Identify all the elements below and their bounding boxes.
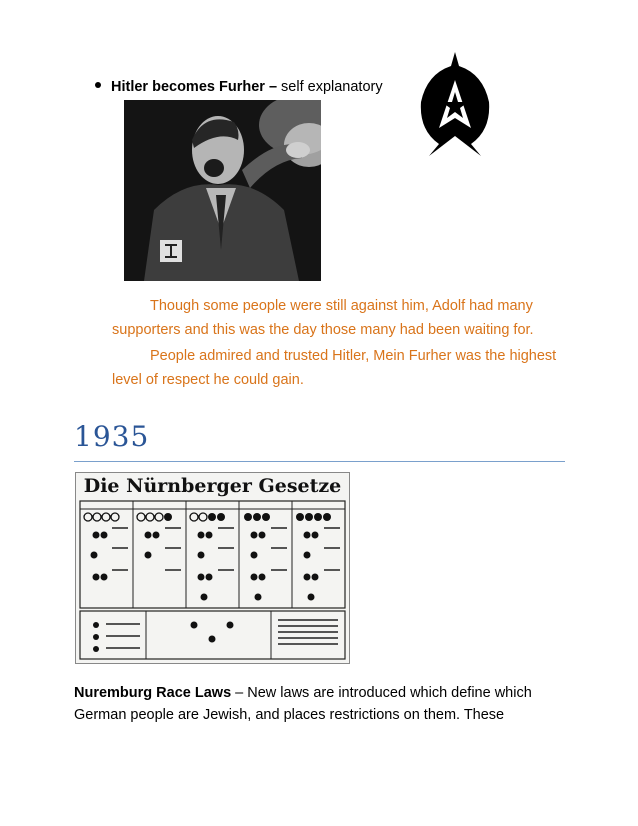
- bullet-text: self explanatory: [281, 79, 383, 95]
- section-heading-year: 1935: [74, 420, 150, 453]
- bullet-item: [95, 77, 383, 97]
- bullet-icon: [95, 82, 101, 88]
- paragraph-respect-text: People admired and trusted Hitler, Mein Furher was the highest level of respect he could gain.: [112, 348, 557, 388]
- paragraph-supporters-text: Though some people were still against him, Adolf had many supporters and this was the day those many had been waiting for.: [112, 298, 534, 338]
- bullet-dash: –: [264, 79, 282, 95]
- speech-photo: [124, 100, 321, 281]
- delta-emblem-icon: [417, 52, 493, 156]
- chart-diagram: [76, 473, 349, 663]
- nuremberg-laws-chart: [75, 472, 350, 664]
- heading-underline: [74, 461, 565, 462]
- nuremberg-title: Nuremburg Race Laws: [74, 685, 232, 701]
- nuremberg-text: New laws are introduced which define which German people are Jewish, and places restrictions on them. These: [74, 685, 532, 723]
- paragraph-respect: [112, 344, 572, 392]
- paragraph-supporters: [112, 294, 572, 342]
- nuremberg-dash: –: [231, 685, 248, 701]
- bullet-title: Hitler becomes Furher: [111, 79, 265, 95]
- nuremberg-paragraph: [74, 682, 574, 726]
- chart-title: Die Nürnberger Gesetze: [83, 475, 342, 497]
- speech-photo-illustration: [124, 100, 321, 281]
